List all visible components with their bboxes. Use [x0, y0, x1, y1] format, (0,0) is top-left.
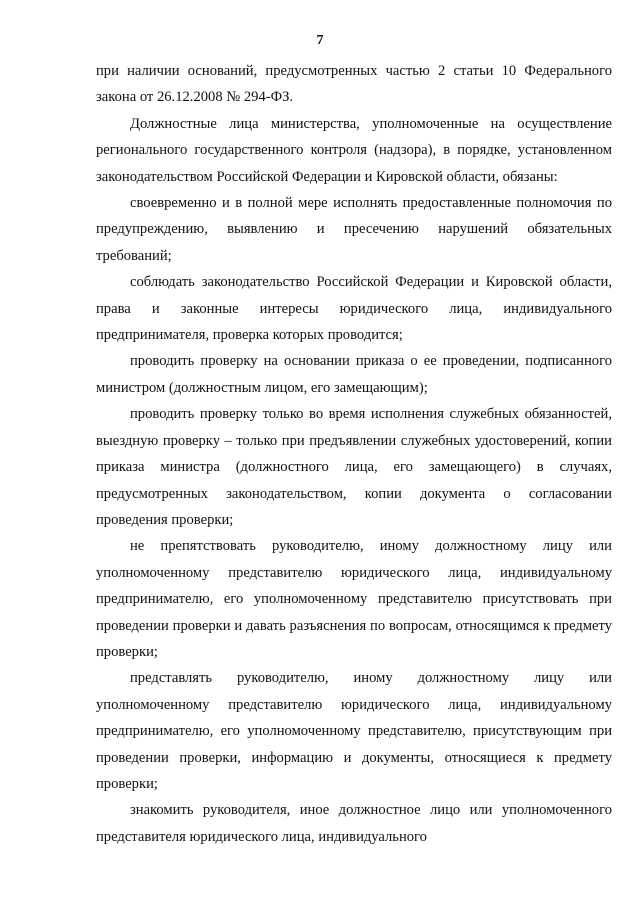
- paragraph-obligation-comply-legislation: соблюдать законодательство Российской Федерации и Кировской области, права и законные интересы юридического лица, индивидуального предпринимателя, проверка которых проводится;: [96, 274, 612, 344]
- paragraph-obligation-exercise-powers: своевременно и в полной мере исполнять предоставленные полномочия по предупреждению, выявлению и пресечению нарушений обязательных требований;: [96, 195, 612, 264]
- paragraph-obligation-official-duties: проводить проверку только во время исполнения служебных обязанностей, выездную проверку – только при предъявлении служебных удостоверений, копии приказа министра (должностного лица, его замещающего) в случаях, предусмотренных законодательством, копии документа о согласовании проведения проверки;: [96, 406, 612, 528]
- paragraph-obligation-not-obstruct: не препятствовать руководителю, иному должностному лицу или уполномоченному представителю юридического лица, индивидуальному предпринимателю, его уполномоченному представителю присутствовать при проведении проверки и давать разъяснения по вопросам, относящимся к предмету проверки;: [96, 538, 612, 660]
- paragraph-obligation-provide-information: представлять руководителю, иному должностному лицу или уполномоченному представителю юридического лица, индивидуальному предпринимателю, его уполномоченному представителю, присутствующим при проведении проверки, информацию и документы, относящиеся к предмету проверки;: [96, 670, 612, 792]
- paragraph-obligation-acquaint: знакомить руководителя, иное должностное лицо или уполномоченного представителя юридического лица, индивидуального: [96, 802, 612, 845]
- document-body: [96, 58, 612, 850]
- paragraph-officials-obligations-intro: Должностные лица министерства, уполномоченные на осуществление регионального государственного контроля (надзора), в порядке, установленном законодательством Российской Федерации и Кировской области, обязаны:: [96, 115, 612, 185]
- paragraph-obligation-inspection-order: проводить проверку на основании приказа о ее проведении, подписанного министром (должностным лицом, его замещающим);: [96, 353, 612, 396]
- paragraph-continuation: при наличии оснований, предусмотренных частью 2 статьи 10 Федерального закона от 26.12.2008 № 294-ФЗ.: [96, 63, 612, 106]
- page-number: 7: [316, 33, 324, 48]
